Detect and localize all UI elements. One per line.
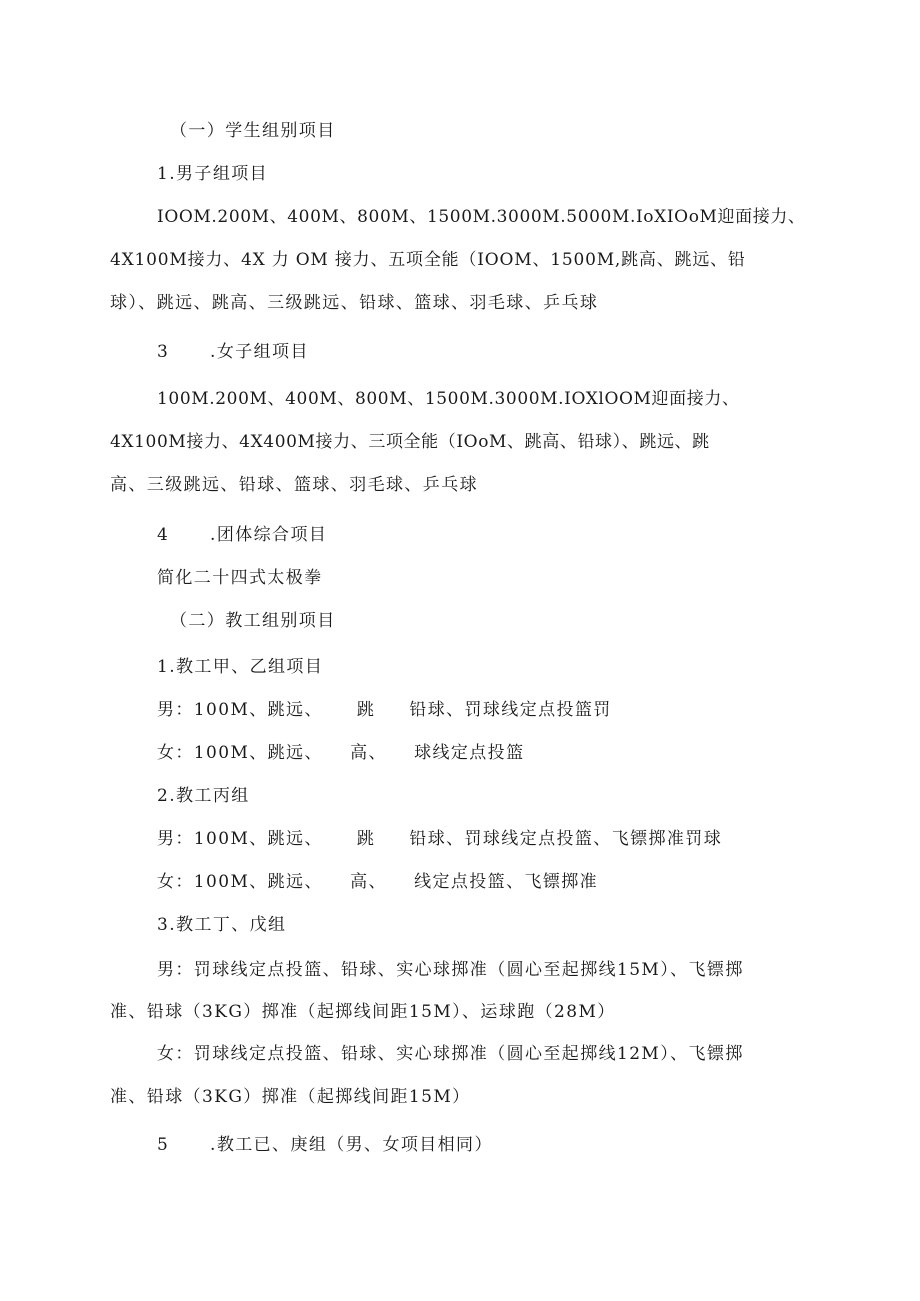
staff-d-e-men-line-1: 男：罚球线定点投篮、铅球、实心球掷准（圆心至起掷线15M）、飞镖掷 <box>157 960 744 980</box>
section-heading-staff: （二）教工组别项目 <box>170 611 336 631</box>
staff-d-e-women-line-2: 准、铅球（3KG）掷准（起掷线间距15M） <box>110 1087 471 1107</box>
men-events-line-1: IOOM.200M、400M、800M、1500M.3000M.5000M.IoXIOoM迎面接力、 <box>157 207 806 227</box>
men-events-line-2: 4X100M接力、4X 力 OM 接力、五项全能（IOOM、1500M,跳高、跳远、铅 <box>110 250 746 270</box>
staff-c-women: 女：100M、跳远、 高、 线定点投篮、飞镖掷准 <box>157 872 599 892</box>
section-heading-student: （一）学生组别项目 <box>170 121 336 141</box>
subheading-team-events: 4 .团体综合项目 <box>157 525 328 545</box>
staff-d-e-women-line-1: 女：罚球线定点投篮、铅球、实心球掷准（圆心至起掷线12M）、飞镖掷 <box>157 1044 744 1064</box>
women-events-line-2: 4X100M接力、4X400M接力、三项全能（IOoM、跳高、铅球）、跳远、跳 <box>110 432 710 452</box>
women-events-line-1: 100M.200M、400M、800M、1500M.3000M.IOXlOOM迎面接力、 <box>157 389 740 409</box>
men-events-line-3: 球）、跳远、跳高、三级跳远、铅球、篮球、羽毛球、乒乓球 <box>110 293 599 313</box>
staff-a-b-men: 男：100M、跳远、 跳 铅球、罚球线定点投篮罚 <box>157 700 612 720</box>
staff-a-b-women: 女：100M、跳远、 高、 球线定点投篮 <box>157 743 525 763</box>
staff-d-e-men-line-2: 准、铅球（3KG）掷准（起掷线间距15M）、运球跑（28M） <box>110 1002 616 1022</box>
subheading-staff-f-g: 5 .教工已、庚组（男、女项目相同） <box>157 1135 493 1155</box>
team-events-line: 简化二十四式太极拳 <box>157 568 323 588</box>
subheading-staff-c: 2.教工丙组 <box>157 786 250 806</box>
subheading-staff-d-e: 3.教工丁、戊组 <box>157 915 287 935</box>
staff-c-men: 男：100M、跳远、 跳 铅球、罚球线定点投篮、飞镖掷准罚球 <box>157 829 723 849</box>
subheading-staff-a-b: 1.教工甲、乙组项目 <box>157 657 324 677</box>
women-events-line-3: 高、三级跳远、铅球、篮球、羽毛球、乒乓球 <box>110 475 478 495</box>
subheading-men-events: 1.男子组项目 <box>157 164 269 184</box>
subheading-women-events: 3 .女子组项目 <box>157 342 309 362</box>
